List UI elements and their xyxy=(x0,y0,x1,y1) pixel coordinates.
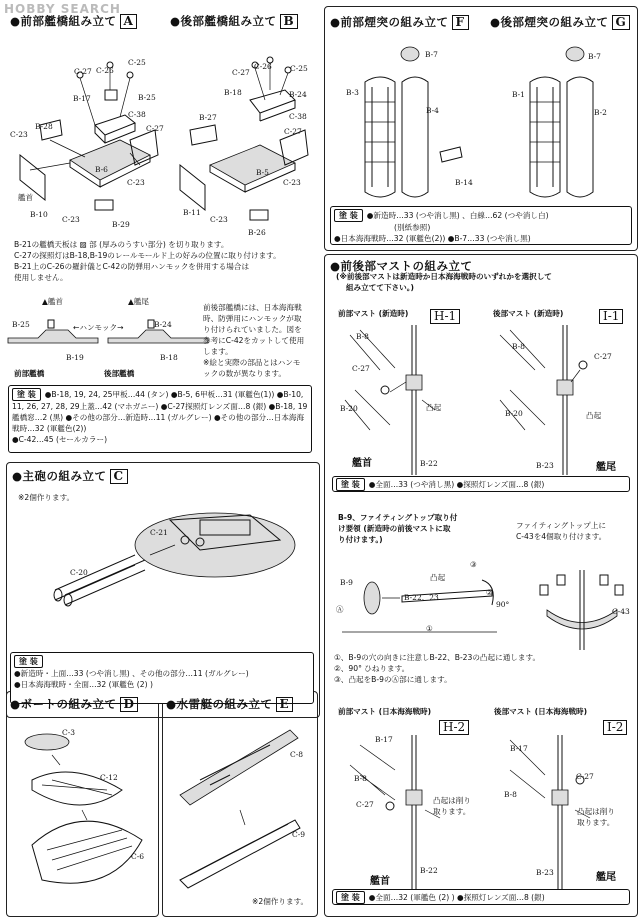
part-label: C-27 xyxy=(146,124,164,133)
part-label: C-27 xyxy=(594,352,612,361)
part-label: B-7 xyxy=(588,52,601,61)
i1-code: I-1 xyxy=(596,305,623,324)
side-note: します。 xyxy=(203,347,233,356)
part-label: C-23 xyxy=(210,215,228,224)
stern-label: 艦尾 xyxy=(596,872,616,883)
section-h-title: ●前後部マストの組み立て xyxy=(330,259,473,273)
part-label: C-23 xyxy=(62,215,80,224)
part-label: B-24 xyxy=(289,90,307,99)
part-label: C-26 xyxy=(254,62,272,71)
note-ab-line: C-27の探照灯はB-18,B-19のレールモールド上の好みの位置に取り付けます。 xyxy=(14,251,281,260)
part-label: C-23 xyxy=(283,178,301,187)
part-label: B-1 xyxy=(512,90,525,99)
fighting-top-drawing xyxy=(332,550,632,655)
step-mark: ③ xyxy=(470,560,477,569)
i2-title: 後部マスト (日本海海戦時) xyxy=(494,707,588,716)
paint-text: ●新造時・上面…33 (つや消し黒) 、その他の部分…11 (ガルグレー) xyxy=(14,669,249,678)
part-label: B-29 xyxy=(112,220,130,229)
part-label: C-23 xyxy=(127,178,145,187)
aft-bridge-label: 後部艦橋 xyxy=(104,369,135,378)
part-label: C-27 xyxy=(576,772,594,781)
section-a-title: ●前部艦橋組み立て A xyxy=(10,13,137,29)
paint-text: ●日本海海戦時・全面…32 (軍艦色 (2) ) xyxy=(14,680,153,689)
fight-step: ③、凸起をB-9のⒶ部に通します。 xyxy=(334,675,452,684)
part-label: B-4 xyxy=(426,106,439,115)
side-note: ックの数が異なります。 xyxy=(203,369,286,378)
fore-label: ▲艦首 xyxy=(42,297,64,306)
bow-label: 艦首 xyxy=(370,876,390,887)
part-label: C-12 xyxy=(100,773,118,782)
paint-box-fg xyxy=(330,206,632,245)
step-mark: ② xyxy=(486,588,493,597)
fight-right-note: C-43を4個取り付けます。 xyxy=(516,532,607,541)
part-label: C-6 xyxy=(131,852,145,861)
side-note: り付けられていました。図を xyxy=(203,325,302,334)
part-label: B-10 xyxy=(30,210,48,219)
part-label: B-18 xyxy=(160,353,178,362)
i2-code: I-2 xyxy=(600,716,627,735)
part-label: C-21 xyxy=(150,528,168,537)
part-label: C-43 xyxy=(612,607,630,616)
watermark: HOBBY SEARCH xyxy=(4,2,121,16)
side-note: 時、防弾用にハンモックが取 xyxy=(203,314,302,323)
part-label: C-9 xyxy=(292,830,306,839)
part-label: B-22、23 xyxy=(404,593,439,602)
part-label: B-19 xyxy=(66,353,84,362)
side-note: 前後部艦橋には、日本海海戦 xyxy=(203,303,302,312)
part-label: B-9 xyxy=(340,578,353,587)
section-e-note: ※2個作ります。 xyxy=(252,897,309,906)
part-label: C-20 xyxy=(70,568,88,577)
hammock-diagram xyxy=(8,318,208,358)
boat-drawing xyxy=(12,720,152,905)
section-b-title: ●後部艦橋組み立て B xyxy=(170,13,298,29)
note-ab-line: 使用しません。 xyxy=(14,273,68,282)
bow-label: 艦首 xyxy=(18,193,33,202)
note-ab-line: B-21上のC-26の羅針儀とC-42の防弾用ハンモックを併用する場合は xyxy=(14,262,250,271)
bump-label: 凸起 xyxy=(586,411,602,420)
part-label: C-3 xyxy=(62,728,76,737)
h2-note: 凸起は削り xyxy=(433,796,471,805)
part-label: C-38 xyxy=(289,112,307,121)
part-label: B-8 xyxy=(356,332,369,341)
side-note: 参考にC-42をカットして使用 xyxy=(203,336,305,345)
fight-right-note: ファイティングトップ上に xyxy=(516,521,606,530)
part-label: B-23 xyxy=(536,461,554,470)
section-b-code: B xyxy=(280,14,299,29)
part-label: C-27 xyxy=(356,800,374,809)
paint-box-h2 xyxy=(332,889,630,905)
funnel-drawing xyxy=(330,42,630,212)
section-a-code: A xyxy=(120,14,138,29)
bump-label: 凸起 xyxy=(426,403,442,412)
part-label: B-20 xyxy=(340,404,358,413)
section-h-note: 組み立てて下さい。) xyxy=(346,283,415,292)
part-label: C-26 xyxy=(96,66,114,75)
section-g-code: G xyxy=(612,15,631,30)
h1-code: H-1 xyxy=(427,305,460,324)
part-label: B-8 xyxy=(512,342,525,351)
torpedo-boat-drawing xyxy=(170,720,310,890)
h2-code: H-2 xyxy=(436,716,469,735)
part-label: C-23 xyxy=(10,130,28,139)
section-e-code: E xyxy=(276,697,294,712)
part-label: B-8 xyxy=(354,774,367,783)
main-gun-drawing xyxy=(50,500,300,620)
bump-label: 凸起 xyxy=(430,573,446,582)
section-f-title: ●前部煙突の組み立て F xyxy=(330,14,469,30)
aft-label: ▲艦尾 xyxy=(128,297,150,306)
part-label: B-23 xyxy=(536,868,554,877)
section-d-title: ●ボートの組み立て D xyxy=(10,696,138,712)
paint-text: ●B-18, 19, 24, 25甲板…44 (タン) ●B-5, 6甲板…31 (軍艦色(1)) ●B-10, 11, 26, 27, 28, 29上蓋…42 (マホガニー) ●C-27探照灯レンズ面…8 (銀) ●B-18, 19艦橋窓…2 (黒) ●その他の部分…新造時…11 (ガルグレー) ●その他の部分…日本海海戦時…32 (軍艦色(2)) xyxy=(12,390,308,433)
fight-step: ①、B-9の穴の向きに注意しB-22、B-23の凸起に通します。 xyxy=(334,653,541,662)
part-label: B-11 xyxy=(183,208,201,217)
part-label: B-26 xyxy=(248,228,266,237)
paint-badge: 塗 装 xyxy=(14,655,43,668)
part-label: B-22 xyxy=(420,866,438,875)
part-label: B-14 xyxy=(455,178,473,187)
part-label: C-25 xyxy=(128,58,146,67)
section-g-title: ●後部煙突の組み立て G xyxy=(490,14,630,30)
part-label: C-8 xyxy=(290,750,304,759)
paint-box-ab xyxy=(8,385,312,453)
part-label: C-27 xyxy=(352,364,370,373)
hammock-label: ←ハンモック→ xyxy=(73,323,124,332)
section-e-title: ●水雷艇の組み立て E xyxy=(166,696,293,712)
part-label: B-25 xyxy=(138,93,156,102)
paint-text: ●全面…33 (つや消し黒) ●探照灯レンズ面…8 (銀) xyxy=(368,480,545,489)
h1-title: 前部マスト (新造時) xyxy=(338,309,409,318)
paint-text: (別紙参照) xyxy=(394,223,431,232)
part-label: B-17 xyxy=(510,744,528,753)
fight-title: り付けます。) xyxy=(338,535,383,544)
paint-badge: 塗 装 xyxy=(12,388,41,401)
paint-badge: 塗 装 xyxy=(336,478,365,491)
paint-text: ●全面…32 (軍艦色 (2) ) ●探照灯レンズ面…8 (銀) xyxy=(368,893,545,902)
i1-title: 後部マスト (新造時) xyxy=(493,309,564,318)
section-d-code: D xyxy=(120,697,139,712)
stern-label: 艦尾 xyxy=(596,462,616,473)
part-label: B-24 xyxy=(154,320,172,329)
part-label: C-27 xyxy=(74,67,92,76)
note-ab-line: B-21の艦橋天板は ▨ 部 (厚みのうすい部分) を切り取ります。 xyxy=(14,240,229,249)
i2-note: 凸起は削り xyxy=(577,807,615,816)
part-label: B-7 xyxy=(425,50,438,59)
part-label: B-27 xyxy=(199,113,217,122)
section-c-code: C xyxy=(110,469,128,484)
part-label: B-2 xyxy=(594,108,607,117)
part-label: B-25 xyxy=(12,320,30,329)
part-label: B-6 xyxy=(95,165,108,174)
section-h-note: (※前後部マストは新造時か日本海海戦時のいずれかを選択して xyxy=(336,272,552,281)
fight-title: B-9、ファイティングトップ取り付 xyxy=(338,513,458,522)
part-label: B-18 xyxy=(224,88,242,97)
paint-badge: 塗 装 xyxy=(336,891,365,904)
section-c-note: ※2個作ります。 xyxy=(18,493,75,502)
paint-text: ●C-42…45 (セールカラー) xyxy=(12,435,108,444)
i2-note: 取ります。 xyxy=(577,818,615,827)
part-label: B-17 xyxy=(375,735,393,744)
paint-badge: 塗 装 xyxy=(334,209,363,222)
angle-label: 90° xyxy=(496,600,510,609)
paint-box-h1 xyxy=(332,476,630,492)
step-mark: Ⓐ xyxy=(336,605,344,614)
part-label: C-27 xyxy=(284,127,302,136)
h2-title: 前部マスト (日本海海戦時) xyxy=(338,707,432,716)
part-label: B-3 xyxy=(346,88,359,97)
part-label: B-8 xyxy=(504,790,517,799)
step-mark: ① xyxy=(426,624,433,633)
paint-text: ●日本海海戦時…32 (軍艦色(2)) ●B-7…33 (つや消し黒) xyxy=(334,234,531,243)
section-c-title: ●主砲の組み立て C xyxy=(12,468,128,484)
fore-bridge-label: 前部艦橋 xyxy=(14,369,45,378)
part-label: C-38 xyxy=(128,110,146,119)
part-label: C-27 xyxy=(232,68,250,77)
part-label: B-20 xyxy=(505,409,523,418)
bow-label: 艦首 xyxy=(352,458,372,469)
section-f-code: F xyxy=(452,15,469,30)
part-label: B-5 xyxy=(256,168,269,177)
part-label: B-28 xyxy=(35,122,53,131)
h2-note: 取ります。 xyxy=(433,807,471,816)
part-label: C-25 xyxy=(290,64,308,73)
side-note: ※絵と実際の部品とはハンモ xyxy=(203,358,301,367)
fight-step: ②、90° ひねります。 xyxy=(334,664,410,673)
part-label: B-22 xyxy=(420,459,438,468)
fight-title: け要領 (新造時の前後マストに取 xyxy=(338,524,451,533)
part-label: B-17 xyxy=(73,94,91,103)
paint-text: ●新造時…33 (つや消し黒) 、白線…62 (つや消し白) xyxy=(366,211,549,220)
